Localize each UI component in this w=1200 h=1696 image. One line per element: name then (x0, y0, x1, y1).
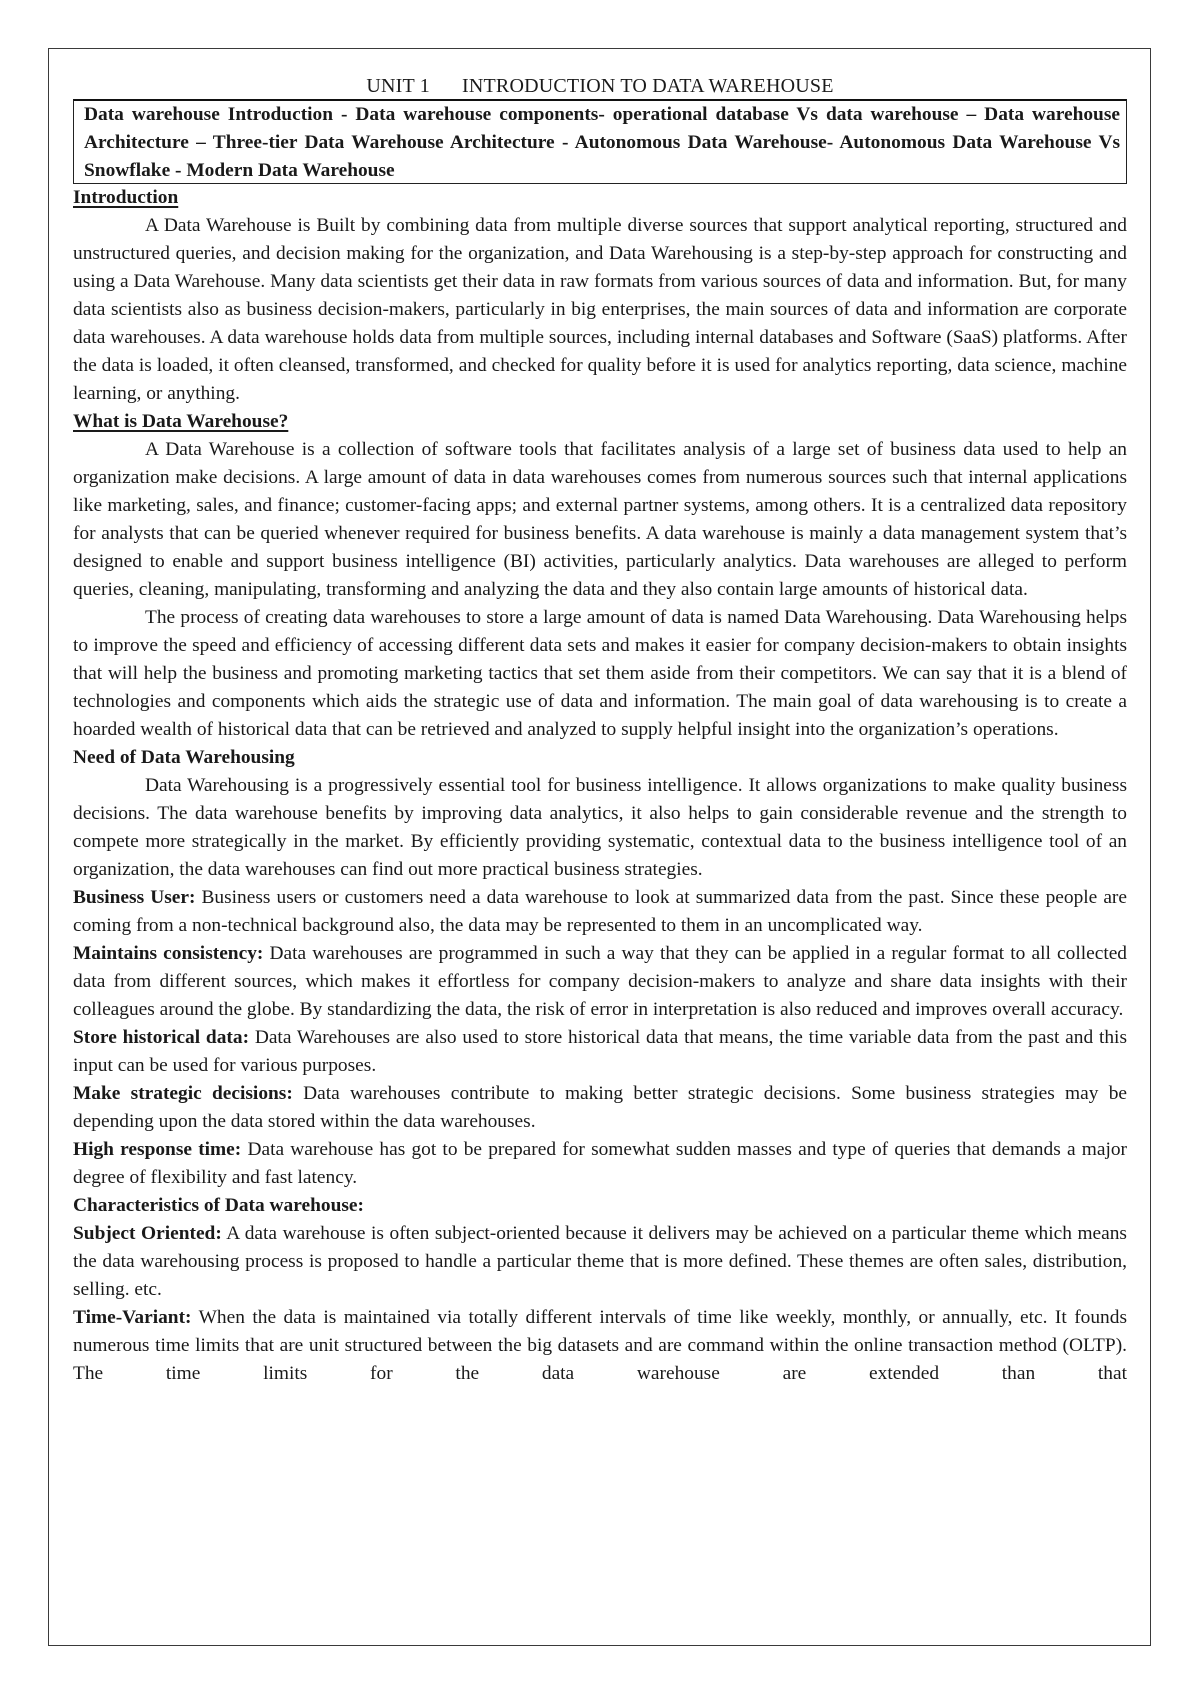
definition-term: Make strategic decisions: (73, 1083, 293, 1104)
paragraph-what-is-2: The process of creating data warehouses to store a large amount of data is named Data Warehousing. Data Warehousing helps to improve the speed and efficiency of accessing different data sets and makes it easier for company decision-makers to obtain insights that will help the business and promoting marketing tactics that set them aside from their competitors. We can say that it is a blend of technologies and components which aids the strategic use of data and information. The main goal of data warehousing is to create a hoarded wealth of historical data that can be retrieved and analyzed to supply helpful insight into the organization’s operations. (73, 607, 1127, 740)
definition-term: Business User: (73, 887, 196, 908)
unit-label: UNIT 1 (366, 75, 430, 97)
heading-characteristics: Characteristics of Data warehouse: (73, 1195, 364, 1216)
definition-item (73, 1080, 1127, 1136)
document-page (73, 72, 1127, 1388)
heading-what-is-data-warehouse: What is Data Warehouse? (73, 411, 289, 432)
unit-title (73, 72, 1127, 99)
definition-term: High response time: (73, 1139, 242, 1160)
definition-text: When the data is maintained via totally different intervals of time like weekly, monthly, or annually, etc. It founds numerous time limits that are unit structured between the big datasets and are command within the online transaction method (OLTP). The time limits for the data warehouse are extended than that (73, 1307, 1127, 1384)
definition-item (73, 884, 1127, 940)
unit-title-text: INTRODUCTION TO DATA WAREHOUSE (461, 75, 834, 97)
definition-item (73, 1220, 1127, 1304)
definition-text: Business users or customers need a data warehouse to look at summarized data from the past. Since these people are coming from a non-technical background also, the data may be represented to them in an uncomplicated way. (73, 887, 1128, 936)
definition-text: Data warehouses contribute to making better strategic decisions. Some business strategies may be depending upon the data stored within the data warehouses. (73, 1083, 1127, 1132)
topics-box: Data warehouse Introduction - Data warehouse components- operational database Vs data warehouse – Data warehouse Architecture – Three-tier Data Warehouse Architecture - Autonomous Data Warehouse- Autonomous Data Warehouse Vs Snowflake - Modern Data Warehouse (73, 99, 1127, 184)
paragraph-need: Data Warehousing is a progressively essential tool for business intelligence. It allows organizations to make quality business decisions. The data warehouse benefits by improving data analytics, it also helps to gain considerable revenue and the strength to compete more strategically in the market. By efficiently providing systematic, contextual data to the business intelligence tool of an organization, the data warehouses can find out more practical business strategies. (73, 775, 1127, 880)
paragraph-introduction: A Data Warehouse is Built by combining data from multiple diverse sources that support analytical reporting, structured and unstructured queries, and decision making for the organization, and Data Warehousing is a step-by-step approach for constructing and using a Data Warehouse. Many data scientists get their data in raw formats from various sources of data and information. But, for many data scientists also as business decision-makers, particularly in big enterprises, the main sources of data and information are corporate data warehouses. A data warehouse holds data from multiple sources, including internal databases and Software (SaaS) platforms. After the data is loaded, it often cleansed, transformed, and checked for quality before it is used for analytics reporting, data science, machine learning, or anything. (73, 215, 1127, 404)
heading-need-of-data-warehousing: Need of Data Warehousing (73, 747, 295, 768)
definition-term: Subject Oriented: (73, 1223, 222, 1244)
heading-introduction: Introduction (73, 187, 179, 208)
definition-text: A data warehouse is often subject-oriented because it delivers may be achieved on a particular theme which means the data warehousing process is proposed to handle a particular theme that is more defined. These themes are often sales, distribution, selling. etc. (73, 1223, 1127, 1300)
definition-term: Maintains consistency: (73, 943, 264, 964)
paragraph-what-is-1: A Data Warehouse is a collection of software tools that facilitates analysis of a large set of business data used to help an organization make decisions. A large amount of data in data warehouses comes from numerous sources such that internal applications like marketing, sales, and finance; customer-facing apps; and external partner systems, among others. It is a centralized data repository for analysts that can be queried whenever required for business benefits. A data warehouse is mainly a data management system that’s designed to enable and support business intelligence (BI) activities, particularly analytics. Data warehouses are alleged to perform queries, cleaning, manipulating, transforming and analyzing the data and they also contain large amounts of historical data. (73, 439, 1127, 600)
definition-item (73, 940, 1127, 1024)
definition-text: Data Warehouses are also used to store historical data that means, the time variable data from the past and this input can be used for various purposes. (73, 1027, 1127, 1076)
definition-item (73, 1304, 1127, 1388)
definition-term: Store historical data: (73, 1027, 250, 1048)
definition-item (73, 1136, 1127, 1192)
definition-text: Data warehouse has got to be prepared for somewhat sudden masses and type of queries that demands a major degree of flexibility and fast latency. (73, 1139, 1127, 1188)
definition-term: Time-Variant: (73, 1307, 192, 1328)
definition-item (73, 1024, 1127, 1080)
definition-text: Data warehouses are programmed in such a way that they can be applied in a regular format to all collected data from different sources, which makes it effortless for company decision-makers to analyze and share data insights with their colleagues around the globe. By standardizing the data, the risk of error in interpretation is also reduced and improves overall accuracy. (73, 943, 1128, 1020)
